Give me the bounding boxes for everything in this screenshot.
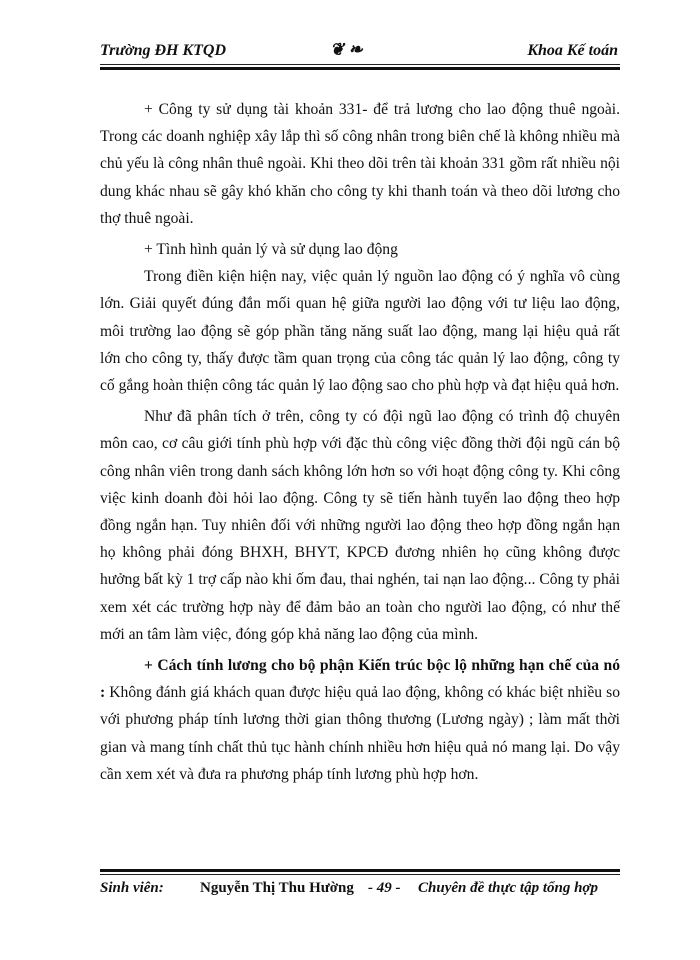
header-rule-thick (100, 67, 620, 70)
document-body (100, 96, 620, 792)
page-header (100, 42, 618, 66)
page-footer (100, 880, 620, 904)
footer-report-title: Chuyên đề thực tập tổng hợp (418, 880, 598, 896)
paragraph-labor-management-heading: + Tình hình quản lý và sử dụng lao động (144, 241, 398, 259)
footer-student-label: Sinh viên: (100, 880, 164, 896)
paragraph-architecture-salary-rest: Không đánh giá khách quan được hiệu quả lao động, không có khác biệt nhiều so với phương pháp tính lương thời gian thông thương (Lương ngày) ; làm mất thời gian và mang tính chất thủ tục hành chính nhiều hơn hiệu quả nó mang lại. Do vậy cần xem xét và đưa ra phương pháp tính lương phù hợp hơn. (100, 684, 620, 783)
header-department: Khoa Kế toán (527, 42, 618, 59)
footer-page-number: - 49 - (368, 880, 401, 896)
paragraph-workforce-analysis: Như đã phân tích ở trên, công ty có đội ngũ lao động có trình độ chuyên môn cao, cơ câu giới tính phù hợp với đặc thù công việc đồng thời đội ngũ cán bộ công nhân viên trong danh sách không lớn hơn so với hoạt động công ty. Khi công việc kinh doanh đòi hỏi lao động. Công ty sẽ tiến hành tuyển lao động theo hợp đồng ngắn hạn. Tuy nhiên đối với những người lao động theo hợp đồng ngắn hạn họ không phải đóng BHXH, BHYT, KPCĐ đương nhiên họ cũng không được hưởng bất kỳ 1 trợ cấp nào khi ốm đau, thai nghén, tai nạn lao động... Công ty phải xem xét các trường hợp này để đảm bảo an toàn cho người lao động, có như thế mới an tâm làm việc, đóng góp khả năng lao động của mình. (100, 408, 620, 643)
footer-rule-thick (100, 869, 620, 872)
footer-student-name: Nguyễn Thị Thu Hường (200, 880, 354, 896)
paragraph-labor-management: Trong điền kiện hiện nay, việc quản lý nguồn lao động có ý nghĩa vô cùng lớn. Giải quyết đúng đắn mối quan hệ giữa người lao động với tư liệu lao động, môi trường lao động sẽ góp phần tăng năng suất lao động, mang lại hiệu quả rất lớn cho công ty, thấy được tầm quan trọng của công tác quản lý lao động, công ty cố gắng hoàn thiện công tác quản lý lao động sao cho phù hợp và đạt hiệu quả hơn. (100, 268, 620, 395)
paragraph-architecture-salary (100, 652, 620, 788)
header-rule-thin (100, 64, 620, 65)
paragraph-architecture-salary-bold: + Cách tính lương cho bộ phận Kiến trúc bộc lộ những hạn chế của nó : (100, 657, 620, 702)
paragraph-account-331: + Công ty sử dụng tài khoản 331- để trả lương cho lao động thuê ngoài. Trong các doanh nghiệp xây lắp thì số công nhân trong biên chế là không nhiều mà chủ yếu là công nhân thuê ngoài. Khi theo dõi trên tài khoản 331 gồm rất nhiều nội dung khác nhau sẽ gây khó khăn cho công ty khi thanh toán và theo dõi lương cho thợ thuê ngoài. (100, 101, 620, 227)
header-university: Trường ĐH KTQD (100, 42, 227, 59)
footer-rule-thin (100, 874, 620, 875)
header-ornament: ❦ ❧ (330, 40, 363, 59)
